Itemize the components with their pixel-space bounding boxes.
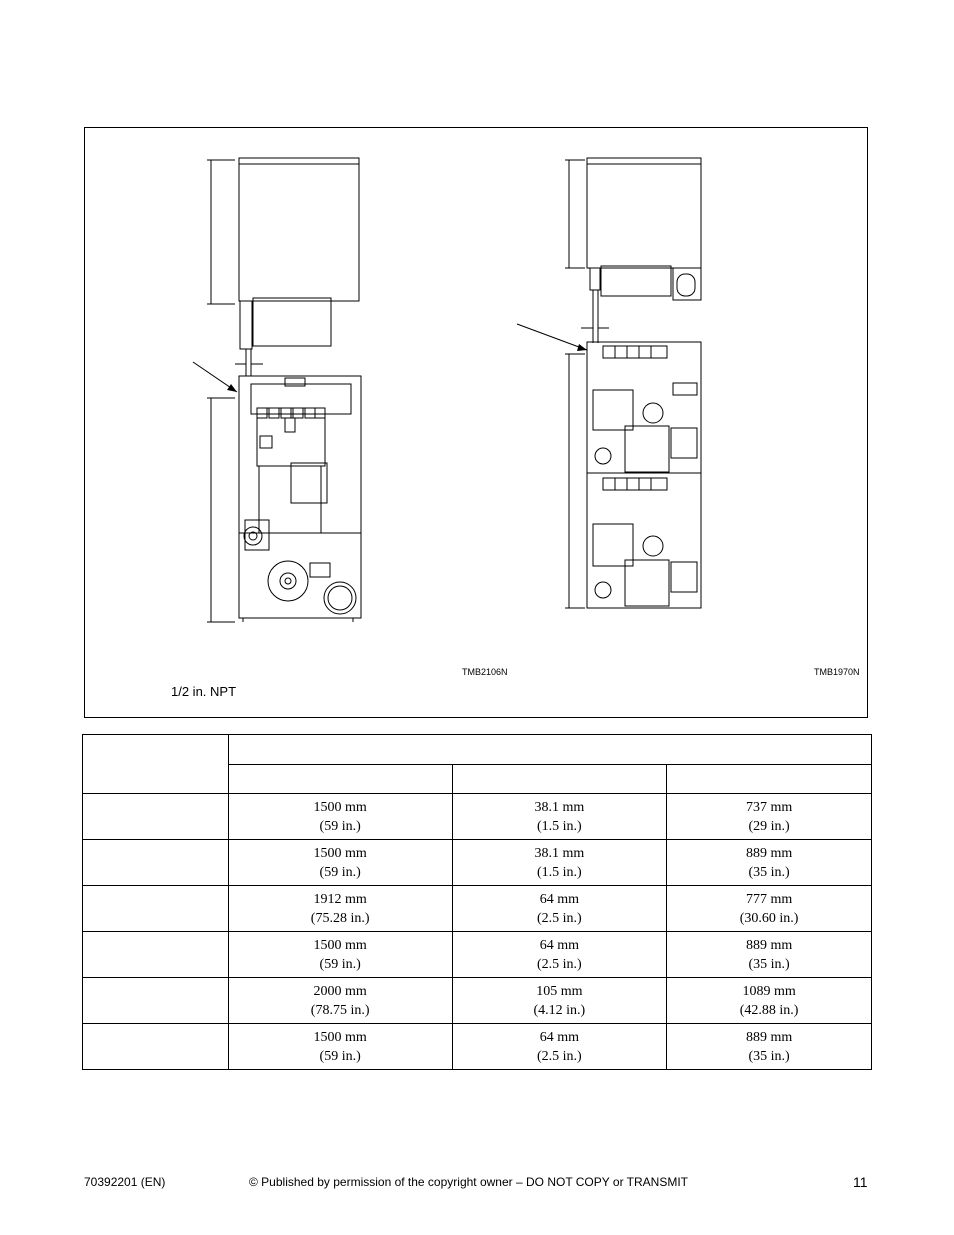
cell-a: 1912 mm (75.28 in.) <box>228 886 452 932</box>
page-number: 11 <box>853 1174 868 1190</box>
cell-b: 105 mm (4.12 in.) <box>452 978 667 1024</box>
right-dryer-drawing <box>517 158 701 608</box>
header-model-cell <box>83 735 229 794</box>
table-row <box>83 794 872 840</box>
installation-figure <box>84 127 868 718</box>
row-label <box>83 1024 229 1070</box>
row-label <box>83 794 229 840</box>
cell-c: 1089 mm (42.88 in.) <box>667 978 872 1024</box>
cell-b: 64 mm (2.5 in.) <box>452 886 667 932</box>
header-col-a <box>228 764 452 794</box>
cell-c: 889 mm (35 in.) <box>667 1024 872 1070</box>
left-dryer-drawing <box>193 158 361 622</box>
cell-c: 889 mm (35 in.) <box>667 840 872 886</box>
row-label <box>83 840 229 886</box>
row-label <box>83 978 229 1024</box>
row-label <box>83 932 229 978</box>
cell-c: 737 mm (29 in.) <box>667 794 872 840</box>
cell-c: 777 mm (30.60 in.) <box>667 886 872 932</box>
table-row <box>83 886 872 932</box>
npt-label: 1/2 in. NPT <box>171 684 237 699</box>
cell-a: 1500 mm (59 in.) <box>228 932 452 978</box>
left-drawing-code: TMB2106N <box>462 667 508 677</box>
cell-b: 64 mm (2.5 in.) <box>452 932 667 978</box>
doc-number: 70392201 (EN) <box>84 1175 166 1189</box>
cell-b: 38.1 mm (1.5 in.) <box>452 840 667 886</box>
header-col-b <box>452 764 667 794</box>
cell-a: 1500 mm (59 in.) <box>228 794 452 840</box>
table-row <box>83 840 872 886</box>
table-row <box>83 1024 872 1070</box>
header-group-cell <box>228 735 871 765</box>
cell-a: 1500 mm (59 in.) <box>228 1024 452 1070</box>
header-col-c <box>667 764 872 794</box>
table-header-row <box>83 735 872 765</box>
row-label <box>83 886 229 932</box>
cell-c: 889 mm (35 in.) <box>667 932 872 978</box>
table-row <box>83 932 872 978</box>
dryer-diagram <box>85 128 869 719</box>
cell-a: 1500 mm (59 in.) <box>228 840 452 886</box>
cell-a: 2000 mm (78.75 in.) <box>228 978 452 1024</box>
dimensions-table <box>82 734 872 1070</box>
cell-b: 64 mm (2.5 in.) <box>452 1024 667 1070</box>
copyright-notice: © Published by permission of the copyright owner – DO NOT COPY or TRANSMIT <box>249 1175 689 1189</box>
cell-b: 38.1 mm (1.5 in.) <box>452 794 667 840</box>
table-row <box>83 978 872 1024</box>
right-drawing-code: TMB1970N <box>814 667 860 677</box>
